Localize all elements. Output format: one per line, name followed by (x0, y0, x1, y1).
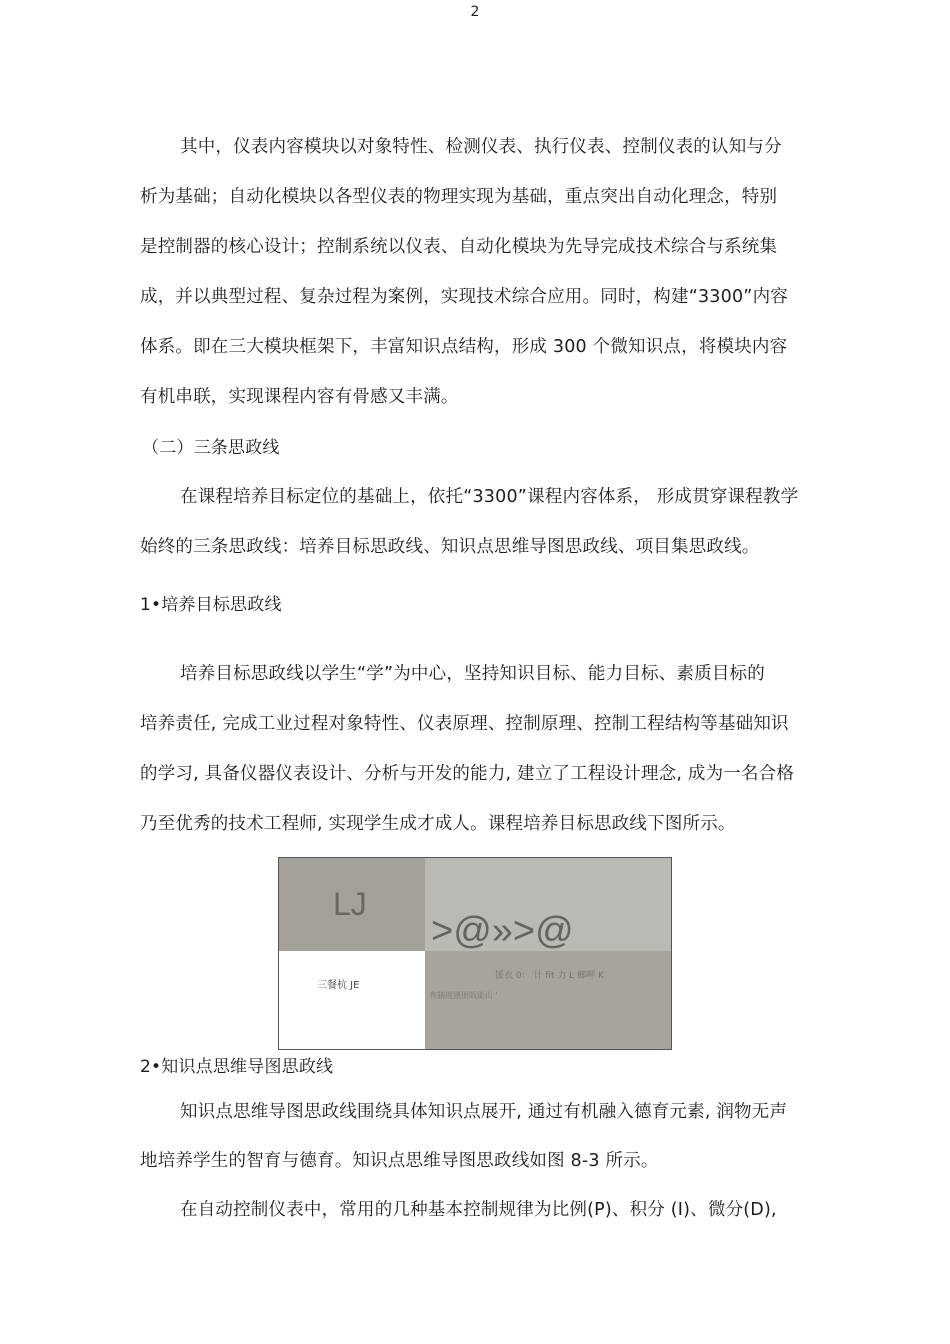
paragraph-line: 体系。即在三大模块框架下，丰富知识点结构，形成 300 个微知识点，将模块内容 (140, 337, 788, 357)
paragraph-line: 的学习, 具备仪器仪表设计、分析与开发的能力, 建立了工程设计理念, 成为一名合格 (140, 764, 795, 784)
subsection-heading: 2•知识点思维导图思政线 (140, 1057, 334, 1077)
paragraph-line: 成，并以典型过程、复杂过程为案例，实现技术综合应用。同时，构建“3300”内容 (140, 287, 788, 307)
paragraph-line: 在课程培养目标定位的基础上，依托“3300”课程内容体系， 形成贯穿课程教学 (180, 487, 799, 507)
paragraph-line: 培养目标思政线以学生“学”为中心，坚持知识目标、能力目标、素质目标的 (180, 664, 765, 684)
paragraph-line: 知识点思维导图思政线围绕具体知识点展开, 通过有机融入德育元素, 润物无声 (180, 1102, 788, 1122)
figure-caption-line: 馁衣 0： 计 fit 力 L 榔呷 K (495, 971, 604, 981)
paragraph-line: 析为基础；自动化模块以各型仪表的物理实现为基础，重点突出自动化理念，特别 (140, 187, 778, 207)
subsection-heading: 1•培养目标思政线 (140, 595, 282, 615)
paragraph-line: 其中，仪表内容模块以对象特性、检测仪表、执行仪表、控制仪表的认知与分 (180, 137, 782, 157)
paragraph-line: 始终的三条思政线：培养目标思政线、知识点思维导图思政线、项目集思政线。 (140, 537, 760, 557)
figure-symbols-text: >@»>@ (431, 910, 574, 952)
figure-caption-line: 祚制理懑册皈能山 ' (429, 991, 498, 1000)
paragraph-line: 培养责任, 完成工业过程对象特性、仪表原理、控制原理、控制工程结构等基础知识 (140, 714, 789, 734)
figure-left-label: 三餐杭 JE (317, 980, 360, 991)
figure-panel-bottom-left (279, 951, 425, 1049)
paragraph-line: 有机串联，实现课程内容有骨感又丰满。 (140, 387, 459, 407)
page-number: 2 (470, 4, 480, 20)
figure-image (278, 857, 672, 1050)
paragraph-line: 乃至优秀的技术工程师, 实现学生成才成人。课程培养目标思政线下图所示。 (140, 814, 736, 834)
section-heading: （二）三条思政线 (142, 438, 280, 458)
paragraph-line: 在自动控制仪表中，常用的几种基本控制规律为比例(P)、积分 (I)、微分(D), (180, 1200, 777, 1220)
figure-lj-text: LJ (333, 886, 367, 922)
paragraph-line: 地培养学生的智育与德育。知识点思维导图思政线如图 8-3 所示。 (140, 1151, 659, 1171)
paragraph-line: 是控制器的核心设计；控制系统以仪表、自动化模块为先导完成技术综合与系统集 (140, 237, 778, 257)
